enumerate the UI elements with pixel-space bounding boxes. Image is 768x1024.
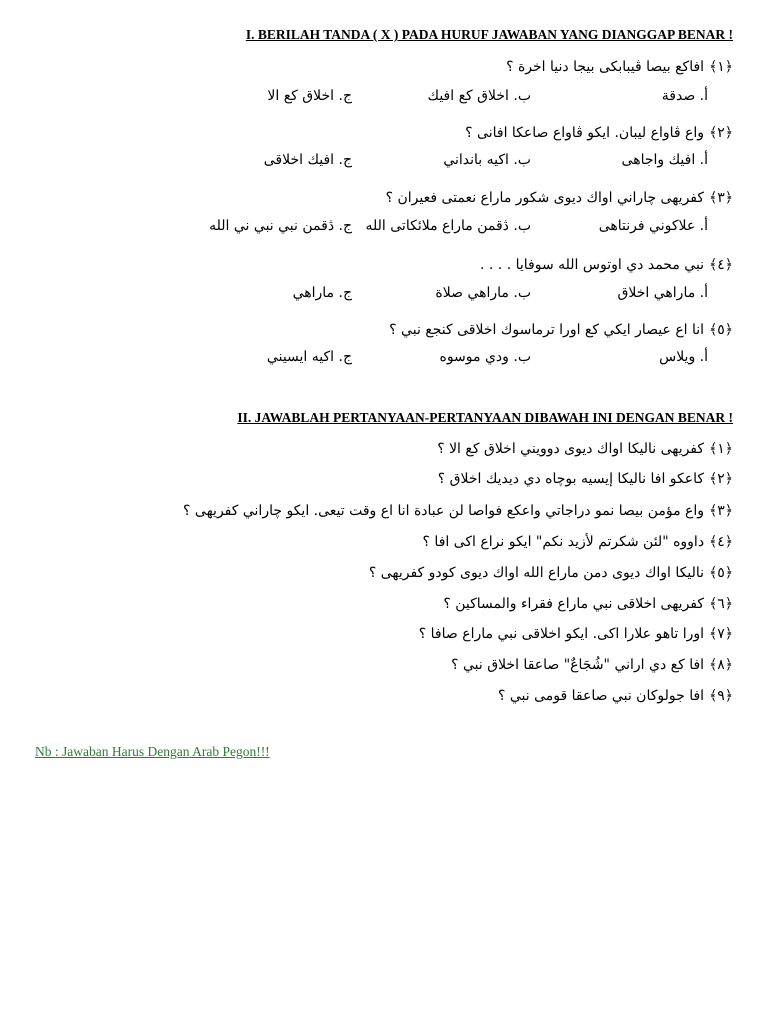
option-b: ب. ودي موسوه <box>439 349 531 365</box>
question-number: ﴿٥﴾ <box>709 322 733 338</box>
option-a: أ. ماراهي اخلاق <box>617 285 708 301</box>
question-number: ﴿٥﴾ <box>709 565 733 581</box>
essay-question-3 <box>183 501 733 521</box>
question-text: داووه "لئن شكرتم لأزيد نكم" ايكو نراع اكى افا ؟ <box>422 534 705 550</box>
essay-question-2 <box>438 469 733 489</box>
section-2-heading: II. JAWABLAH PERTANYAAN-PERTANYAAN DIBAWAH INI DENGAN BENAR ! <box>237 410 733 425</box>
question-number: ﴿٢﴾ <box>709 471 733 487</box>
essay-question-7 <box>419 624 733 644</box>
essay-question-4 <box>423 532 733 552</box>
option-b: ب. اكيه بانداني <box>443 152 531 168</box>
option-c: ج. اخلاق كع الا <box>267 88 352 104</box>
essay-question-6 <box>443 594 733 614</box>
question-number: ﴿٨﴾ <box>709 657 733 673</box>
mc-question-3 <box>386 188 733 208</box>
question-number: ﴿١﴾ <box>709 441 733 457</box>
question-text: كفريهى ناليكا اواك ديوى دوويني اخلاق كع الا ؟ <box>437 441 705 457</box>
question-number: ﴿٤﴾ <box>709 534 733 550</box>
mc-question-2 <box>465 123 733 143</box>
question-text: كفريهى اخلاقى نبي ماراع فقراء والمساكين ؟ <box>443 596 705 612</box>
option-a: أ. افيك واجاهى <box>621 152 708 168</box>
option-a: أ. ويلاس <box>659 349 708 365</box>
question-text: افا جولوكان نبي صاعقا قومى نبي ؟ <box>497 688 705 704</box>
question-number: ﴿١﴾ <box>709 59 733 75</box>
question-number: ﴿٣﴾ <box>709 503 733 519</box>
essay-question-9 <box>498 686 733 706</box>
question-text: واع ڤاواع ليبان. ايكو ڤاواع صاعكا افانى ؟ <box>465 125 705 141</box>
option-c: ج. افيك اخلاقى <box>263 152 352 168</box>
option-c: ج. ڎقمن نبي نبي ني الله <box>209 218 352 234</box>
option-a: أ. علاكوني فرنتاهى <box>598 218 708 234</box>
question-text: افا كع دي اراني "شُجَاعٌ" صاعقا اخلاق نبي ؟ <box>451 657 705 673</box>
question-number: ﴿٢﴾ <box>709 125 733 141</box>
question-text: واع مؤمن بيصا نمو دراجاتي واعكع فواصا لن عبادة انا اع وقت تيعى. ايكو چاراني كفريهى ؟ <box>183 503 705 519</box>
question-text: انا اع عيصار ايكي كع اورا ترماسوك اخلاقى كنجع نبي ؟ <box>389 322 705 338</box>
mc-question-4 <box>480 255 733 275</box>
essay-question-8 <box>451 655 733 675</box>
question-text: اورا تاهو علارا اكى. ايكو اخلاقى نبي ماراع صافا ؟ <box>418 626 705 642</box>
essay-question-1 <box>437 439 733 459</box>
question-text: افاكع بيصا ڤيبابكى بيجا دنيا اخرة ؟ <box>506 59 705 75</box>
question-number: ﴿٩﴾ <box>709 688 733 704</box>
option-c: ج. اكيه ايسيني <box>266 349 352 365</box>
question-number: ﴿٤﴾ <box>709 257 733 273</box>
question-text: كفريهى چاراني اواك ديوى شكور ماراع نعمتى فعيران ؟ <box>385 190 705 206</box>
question-text: ناليكا اواك ديوى دمن ماراع الله اواك ديوى كودو كفريهى ؟ <box>368 565 705 581</box>
question-number: ﴿٣﴾ <box>709 190 733 206</box>
section-1-heading: I. BERILAH TANDA ( X ) PADA HURUF JAWABAN YANG DIANGGAP BENAR ! <box>245 27 733 42</box>
option-b: ب. اخلاق كع افيك <box>427 88 531 104</box>
option-c: ج. ماراهي <box>292 285 352 301</box>
question-text: نبي محمد دي اوتوس الله سوفايا . . . . <box>480 257 705 273</box>
footnote: Nb : Jawaban Harus Dengan Arab Pegon!!! <box>35 744 270 759</box>
option-a: أ. صدقة <box>661 88 708 104</box>
mc-question-5 <box>389 320 733 340</box>
question-number: ﴿٧﴾ <box>709 626 733 642</box>
option-b: ب. ماراهي صلاة <box>435 285 531 301</box>
question-number: ﴿٦﴾ <box>709 596 733 612</box>
question-text: كاعكو افا ناليكا إيسيه بوچاه دي ديديك اخلاق ؟ <box>437 471 705 487</box>
mc-question-1 <box>506 57 733 77</box>
option-b: ب. ڎقمن ماراع ملائكاتى الله <box>365 218 531 234</box>
essay-question-5 <box>369 563 733 583</box>
